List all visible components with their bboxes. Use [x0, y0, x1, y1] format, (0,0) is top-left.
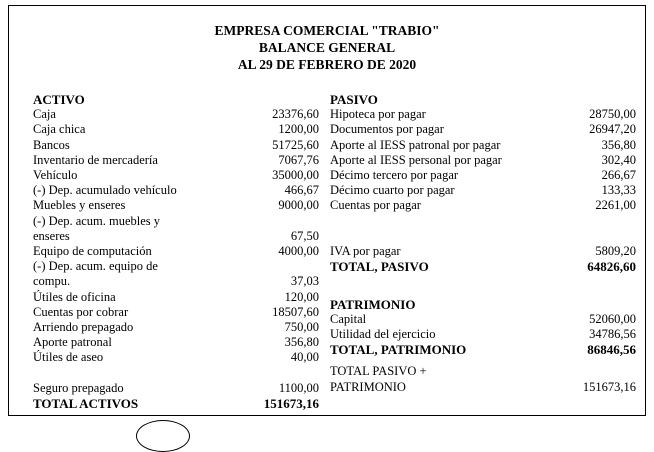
- table-row: [330, 107, 636, 122]
- row-label: IVA por pagar: [330, 244, 401, 258]
- row-label: (-) Dep. acum. muebles y enseres: [33, 213, 161, 243]
- table-row: [330, 183, 636, 198]
- spacer: [330, 229, 636, 244]
- row-value: 266,67: [601, 168, 636, 183]
- patrimonio-title: PATRIMONIO: [330, 296, 416, 312]
- table-row: [33, 290, 319, 305]
- row-value: 67,50: [290, 228, 319, 243]
- row-value: 37,03: [290, 274, 319, 289]
- table-row: [33, 350, 319, 365]
- row-label: Cuentas por cobrar: [33, 304, 129, 319]
- row-value: 34786,56: [589, 327, 636, 341]
- pasivo-column: [330, 92, 636, 395]
- table-row: [33, 305, 319, 320]
- grand-total-row: [330, 364, 636, 394]
- row-value: 151673,16: [263, 396, 319, 412]
- row-value: 133,33: [601, 183, 636, 198]
- table-row: [330, 168, 636, 183]
- row-label: Muebles y enseres: [33, 198, 126, 213]
- row-value: 28750,00: [589, 107, 636, 122]
- row-label: (-) Dep. acumulado vehículo: [33, 183, 177, 198]
- table-row: [330, 198, 636, 213]
- row-value: 1100,00: [278, 380, 319, 395]
- row-label: (-) Dep. acum. equipo de compu.: [33, 259, 158, 289]
- table-row: [33, 153, 319, 168]
- row-value: 51725,60: [272, 137, 319, 152]
- row-value: 1200,00: [278, 122, 319, 137]
- row-value: 35000,00: [272, 168, 319, 183]
- row-label: Útiles de oficina: [33, 289, 116, 304]
- table-row: [33, 335, 319, 350]
- row-label: Bancos: [33, 137, 70, 152]
- table-row: [33, 168, 319, 183]
- table-row: [330, 244, 636, 259]
- row-label: Capital: [330, 311, 367, 326]
- row-label: TOTAL, PATRIMONIO: [330, 342, 467, 358]
- row-label: Aporte patronal: [33, 335, 112, 350]
- table-row: [330, 138, 636, 153]
- table-row: [33, 138, 319, 153]
- total-activos-row: [33, 396, 319, 411]
- row-value: 466,67: [284, 183, 319, 198]
- row-value: 18507,60: [272, 304, 319, 319]
- row-label: TOTAL ACTIVOS: [33, 396, 139, 412]
- row-label: Décimo cuarto por pagar: [330, 183, 455, 198]
- report-header: [9, 22, 645, 73]
- report-date: AL 29 DE FEBRERO DE 2020: [237, 57, 417, 72]
- table-row: [330, 122, 636, 137]
- row-label: Aporte al IESS patronal por pagar: [330, 137, 501, 152]
- row-value: 7067,76: [278, 152, 319, 167]
- row-value: 120,00: [284, 289, 319, 304]
- row-label: TOTAL PASIVO + PATRIMONIO: [330, 364, 427, 394]
- row-value: 26947,20: [589, 122, 636, 137]
- table-row: [33, 122, 319, 137]
- row-label: Arriendo prepagado: [33, 320, 134, 335]
- row-label: Seguro prepagado: [33, 380, 124, 395]
- row-value: 5809,20: [595, 244, 636, 258]
- spacer: [330, 214, 636, 229]
- row-value: 2261,00: [595, 198, 636, 213]
- row-label: Utilidad del ejercicio: [330, 327, 436, 341]
- total-pasivo-row: [330, 259, 636, 274]
- row-label: Cuentas por pagar: [330, 198, 421, 213]
- table-row: [33, 259, 319, 289]
- table-row: [33, 107, 319, 122]
- table-row: [33, 183, 319, 198]
- row-value: 356,80: [284, 335, 319, 350]
- row-value: 302,40: [601, 152, 636, 167]
- row-label: Hipoteca por pagar: [330, 107, 426, 122]
- row-label: Equipo de computación: [33, 244, 152, 259]
- activo-title: ACTIVO: [33, 92, 85, 107]
- balance-sheet-frame: [8, 5, 646, 416]
- row-value: 750,00: [284, 320, 319, 335]
- activo-column: [33, 92, 319, 411]
- table-row: [330, 327, 636, 342]
- company-name: EMPRESA COMERCIAL "TRABIO": [214, 23, 440, 38]
- total-patrimonio-row: [330, 342, 636, 357]
- table-row: [33, 320, 319, 335]
- row-value: 86846,56: [587, 342, 636, 358]
- table-row: [33, 214, 319, 244]
- row-label: Aporte al IESS personal por pagar: [330, 152, 502, 167]
- table-row: [330, 153, 636, 168]
- row-label: TOTAL, PASIVO: [330, 259, 429, 275]
- row-value: 356,80: [601, 137, 636, 152]
- row-value: 52060,00: [589, 311, 636, 326]
- row-value: 64826,60: [587, 259, 636, 275]
- row-value: 40,00: [290, 350, 319, 365]
- table-row: [330, 312, 636, 327]
- spacer: [330, 290, 636, 297]
- report-title: BALANCE GENERAL: [258, 40, 396, 55]
- row-label: Décimo tercero por pagar: [330, 168, 459, 183]
- circle-mark: [136, 420, 190, 452]
- row-label: Caja chica: [33, 122, 86, 137]
- spacer: [330, 274, 636, 289]
- row-label: Útiles de aseo: [33, 350, 104, 365]
- row-label: Vehículo: [33, 168, 78, 183]
- row-label: Inventario de mercadería: [33, 152, 158, 167]
- spacer: [330, 357, 636, 364]
- row-value: 23376,60: [272, 107, 319, 122]
- table-row: [33, 198, 319, 213]
- row-value: 4000,00: [278, 244, 319, 259]
- row-label: Documentos por pagar: [330, 122, 444, 137]
- table-row: [33, 244, 319, 259]
- row-label: Caja: [33, 107, 56, 122]
- table-row: [33, 381, 319, 396]
- row-value: 9000,00: [278, 198, 319, 213]
- pasivo-title: PASIVO: [330, 92, 378, 107]
- row-value: 151673,16: [582, 379, 636, 394]
- spacer: [33, 366, 319, 381]
